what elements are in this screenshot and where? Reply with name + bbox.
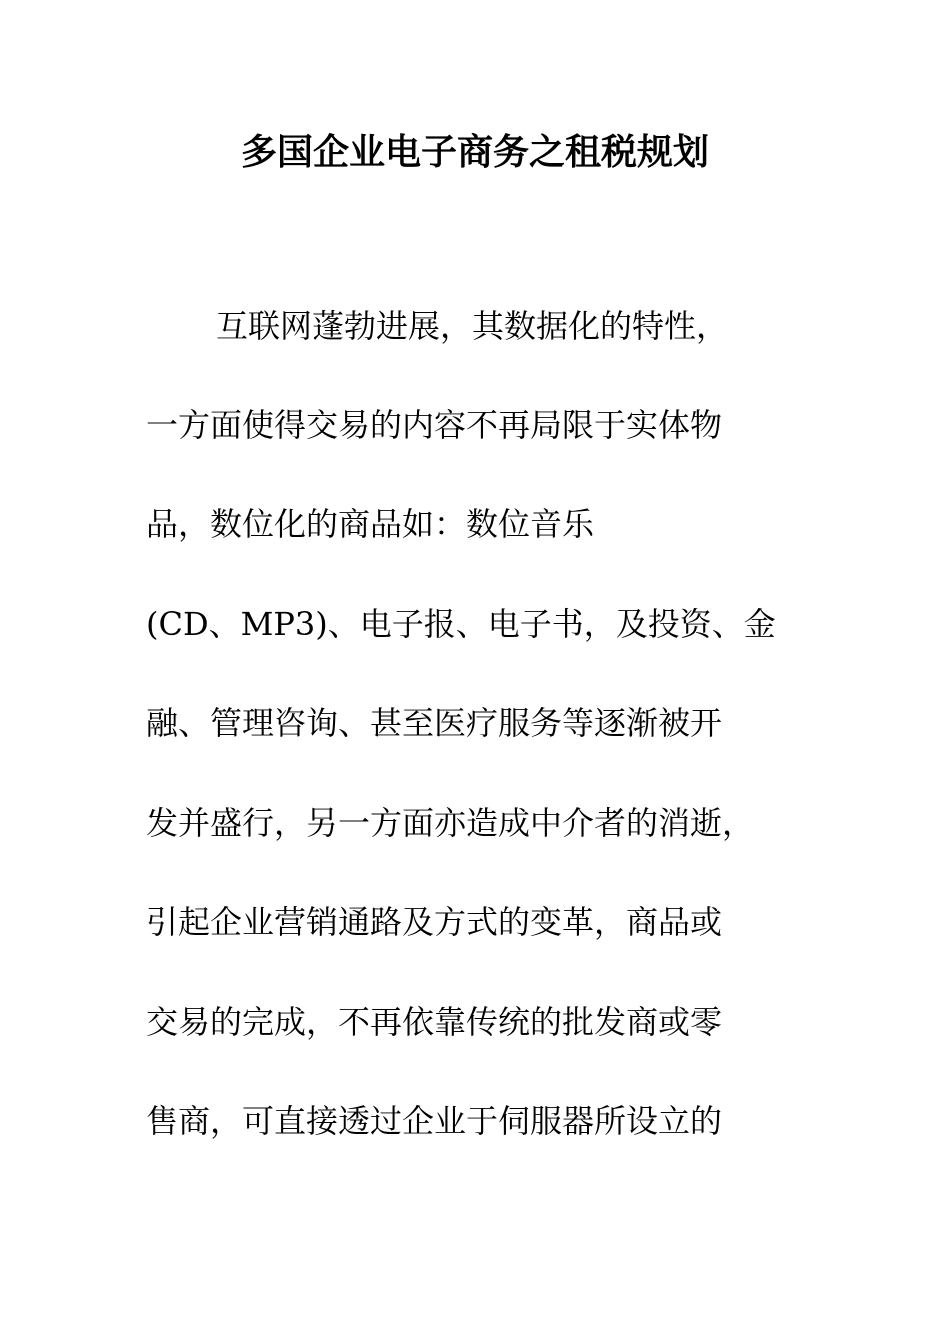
paragraph-line: 引起企业营销通路及方式的变革，商品或 [146, 903, 723, 941]
paragraph-line: 一方面使得交易的内容不再局限于实体物 [146, 406, 723, 444]
paragraph-line: 融、管理咨询、甚至医疗服务等逐渐被开 [146, 704, 723, 742]
document-title: 多国企业电子商务之租税规划 [240, 131, 709, 173]
paragraph-line: (CD、MP3)、电子报、电子书，及投资、金 [146, 605, 776, 643]
paragraph-line: 发并盛行，另一方面亦造成中介者的消逝， [146, 804, 755, 842]
paragraph-line: 互联网蓬勃进展，其数据化的特性， [216, 307, 729, 345]
paragraph-line: 交易的完成，不再依靠传统的批发商或零 [146, 1003, 723, 1041]
paragraph-line: 售商，可直接透过企业于伺服器所设立的 [146, 1102, 723, 1140]
paragraph-line: 品，数位化的商品如：数位音乐 [146, 505, 595, 543]
